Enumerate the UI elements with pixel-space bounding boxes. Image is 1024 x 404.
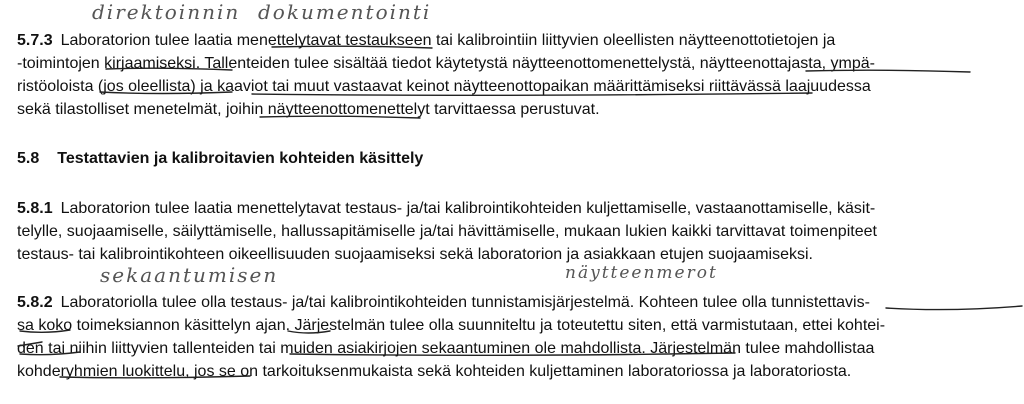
section-5-8-1-line-2: telylle, suojaamiselle, säilyttämiselle, hallussapitämiselle ja/tai hävittämiselle, mukaan lukien kaikki tarvittavat toimenpiteet [17,223,877,240]
section-5-8-2-line-2: sa koko toimeksiannon käsittelyn ajan. Järjestelmän tulee olla suunniteltu ja toteutettu siten, että varmistutaan, ettei kohtei- [17,317,886,334]
paragraph-text: Laboratoriolla tulee olla testaus- ja/tai kalibrointikohteiden tunnistamisjärjestelmä. Kohteen tulee olla tunnistettavis- [60,294,870,311]
section-number: 5.8 [17,150,40,167]
section-5-7-3-line-4: sekä tilastolliset menetelmät, joihin näytteenottomenettelyt tarvittaessa perustuvat. [17,101,600,118]
section-number: 5.8.2 [17,294,53,311]
handwritten-note-sekaantumisen: sekaantumisen [100,263,279,287]
section-5-7-3-line-2: -toimintojen kirjaamiseksi. Tallenteiden tulee sisältää tiedot käytetystä näytteenottomenettelystä, näytteenottajasta, ympä- [17,55,875,72]
section-title: Testattavien ja kalibroitavien kohteiden käsittely [57,150,424,167]
section-number: 5.7.3 [17,32,53,49]
handwritten-note-naytteenmerot: näytteenmerot [565,263,718,283]
underline-tunnistettavissa [886,306,1022,310]
paragraph-text: Laboratorion tulee laatia menettelytavat testaus- ja/tai kalibrointikohteiden kuljettamiselle, vastaanottamiselle, käsit- [60,200,876,217]
section-number: 5.8.1 [17,200,53,217]
handwritten-note-direktoinnin: direktoinnin [92,0,241,24]
section-5-7-3-line-1 [17,31,835,51]
section-5-8-heading [17,149,423,169]
section-5-8-1-line-3: testaus- tai kalibrointikohteen oikeellisuuden suojaamiseksi sekä laboratorion ja asiakkaan etujen suojaamiseksi. [17,246,813,263]
section-5-8-2-line-3: den tai niihin liittyvien tallenteiden tai muiden asiakirjojen sekaantuminen ole mahdollista. Järjestelmän tulee mahdollistaa [17,340,875,357]
section-5-8-2-line-4: kohderyhmien luokittelu, jos se on tarkoituksenmukaista sekä kohteiden kuljettaminen laboratoriossa ja laboratoriosta. [17,363,852,380]
section-5-7-3-line-3: ristöoloista (jos oleellista) ja kaaviot tai muut vastaavat keinot näytteenottopaikan määrittämiseksi riittävässä laajuudessa [17,78,871,95]
handwritten-note-dokumentointi: dokumentointi [258,0,432,24]
section-5-8-2-line-1 [17,293,870,313]
section-5-8-1-line-1 [17,199,875,219]
paragraph-text: Laboratorion tulee laatia menettelytavat testaukseen tai kalibrointiin liittyvien oleellisten näytteenottotietojen ja [60,32,836,49]
